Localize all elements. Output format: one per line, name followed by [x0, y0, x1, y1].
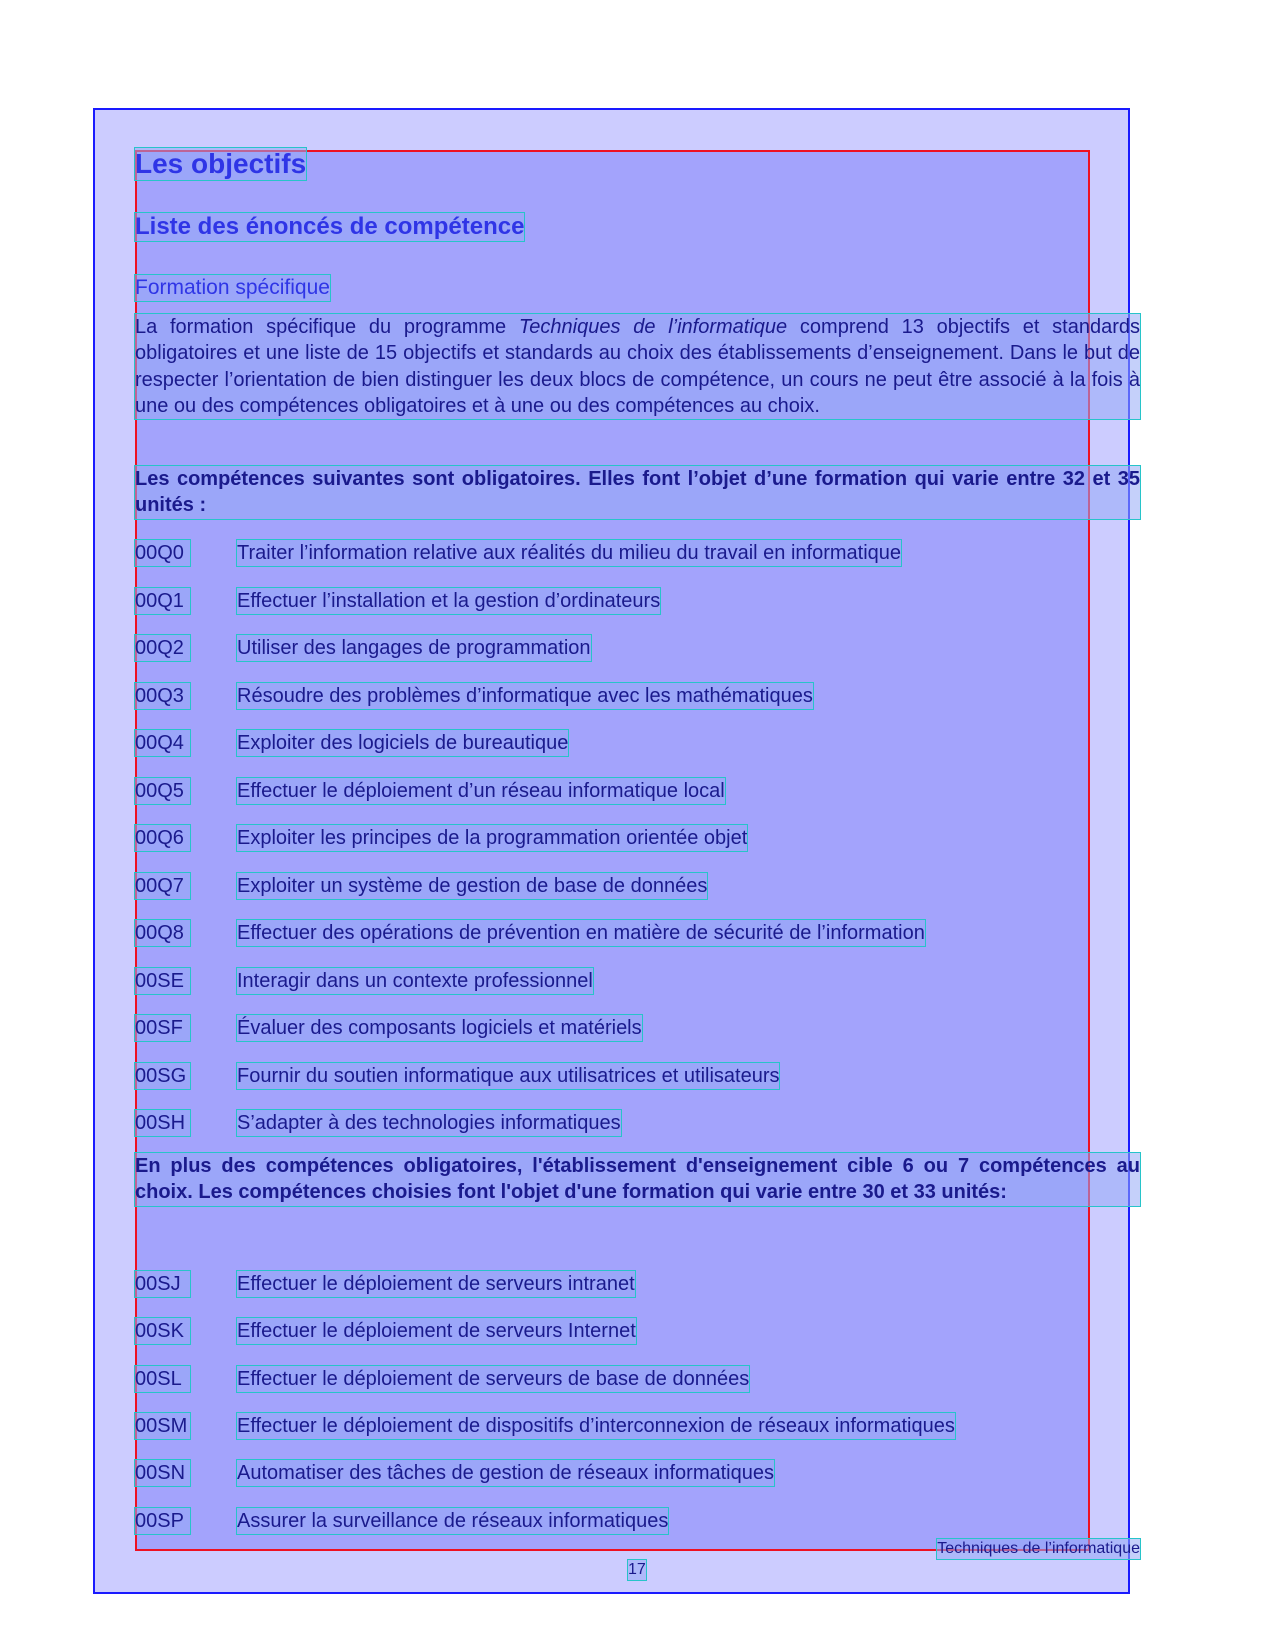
intro-paragraph — [135, 314, 1140, 419]
competency-label: Effectuer des opérations de prévention en matière de sécurité de l’information — [237, 922, 925, 944]
competency-label: Effectuer le déploiement de serveurs intranet — [237, 1273, 635, 1295]
competency-label: Effectuer le déploiement d’un réseau informatique local — [237, 779, 725, 802]
competency-label: Effectuer le déploiement de serveurs de base de données — [237, 1367, 750, 1390]
choice-heading: En plus des compétences obligatoires, l'établissement d'enseignement cible 6 ou 7 compétences au choix. Les compétences choisies font l'objet d'une formation qui varie entre 30 et 33 unités: — [135, 1153, 1140, 1206]
competency-label: Assurer la surveillance de réseaux informatiques — [237, 1509, 669, 1532]
section-subtitle: Liste des énoncés de compétence — [135, 213, 525, 240]
competency-code: 00Q7 — [135, 873, 190, 899]
competency-label: S’adapter à des technologies informatiques — [237, 1112, 621, 1134]
competency-code: 00SM — [135, 1413, 190, 1439]
footer-program: Techniques de l’informatique — [937, 1540, 1140, 1557]
page-title: Les objectifs — [135, 148, 307, 179]
competency-label: Automatiser des tâches de gestion de réseaux informatiques — [237, 1462, 774, 1485]
competency-code: 00Q4 — [135, 730, 190, 756]
competency-label: Interagir dans un contexte professionnel — [237, 969, 593, 992]
competency-code: 00SN — [135, 1460, 190, 1486]
competency-code: 00SJ — [135, 1271, 190, 1297]
competency-label: Résoudre des problèmes d’informatique avec les mathématiques — [237, 684, 813, 707]
competency-code: 00Q0 — [135, 540, 190, 566]
competency-label: Effectuer le déploiement de dispositifs d’interconnexion de réseaux informatiques — [237, 1414, 955, 1437]
obligatory-heading: Les compétences suivantes sont obligatoires. Elles font l’objet d’une formation qui varie entre 32 et 35 unités : — [135, 466, 1140, 519]
page-number: 17 — [628, 1561, 646, 1578]
competency-label: Fournir du soutien informatique aux utilisatrices et utilisateurs — [237, 1064, 780, 1087]
competency-code: 00SP — [135, 1508, 190, 1534]
competency-code: 00SG — [135, 1063, 190, 1089]
competency-label: Exploiter un système de gestion de base de données — [237, 874, 708, 897]
competency-code: 00Q6 — [135, 825, 190, 851]
competency-code: 00Q5 — [135, 778, 190, 804]
competency-code: 00SF — [135, 1015, 190, 1041]
competency-code: 00Q8 — [135, 920, 190, 946]
competency-code: 00SK — [135, 1318, 190, 1344]
intro-after: comprend 13 objectifs et standards obligatoires et une liste de 15 objectifs et standards au choix des établissements d’enseignement. Dans le but de respecter l’orientation de bien distinguer les deux blocs de compétence, un cours ne peut être associé à la fois à une ou des compétences obligatoires et à une ou des compétences au choix. — [135, 316, 1140, 417]
competency-label: Évaluer des composants logiciels et matériels — [237, 1017, 642, 1039]
competency-label: Effectuer le déploiement de serveurs Internet — [237, 1320, 636, 1343]
competency-label: Exploiter des logiciels de bureautique — [237, 732, 569, 754]
program-name: Techniques de l’informatique — [518, 316, 788, 338]
subsection-heading: Formation spécifique — [135, 276, 330, 299]
competency-label: Utiliser des langages de programmation — [237, 637, 591, 659]
competency-code: 00Q3 — [135, 683, 190, 709]
competency-code: 00SH — [135, 1110, 190, 1136]
competency-code: 00SE — [135, 968, 190, 994]
competency-code: 00Q2 — [135, 635, 190, 661]
competency-code: 00Q1 — [135, 588, 190, 614]
competency-label: Effectuer l’installation et la gestion d’ordinateurs — [237, 589, 661, 612]
competency-code: 00SL — [135, 1366, 190, 1392]
competency-label: Traiter l’information relative aux réalités du milieu du travail en informatique — [237, 542, 902, 564]
intro-before: La formation spécifique du programme — [135, 316, 519, 338]
competency-label: Exploiter les principes de la programmation orientée objet — [237, 827, 748, 849]
